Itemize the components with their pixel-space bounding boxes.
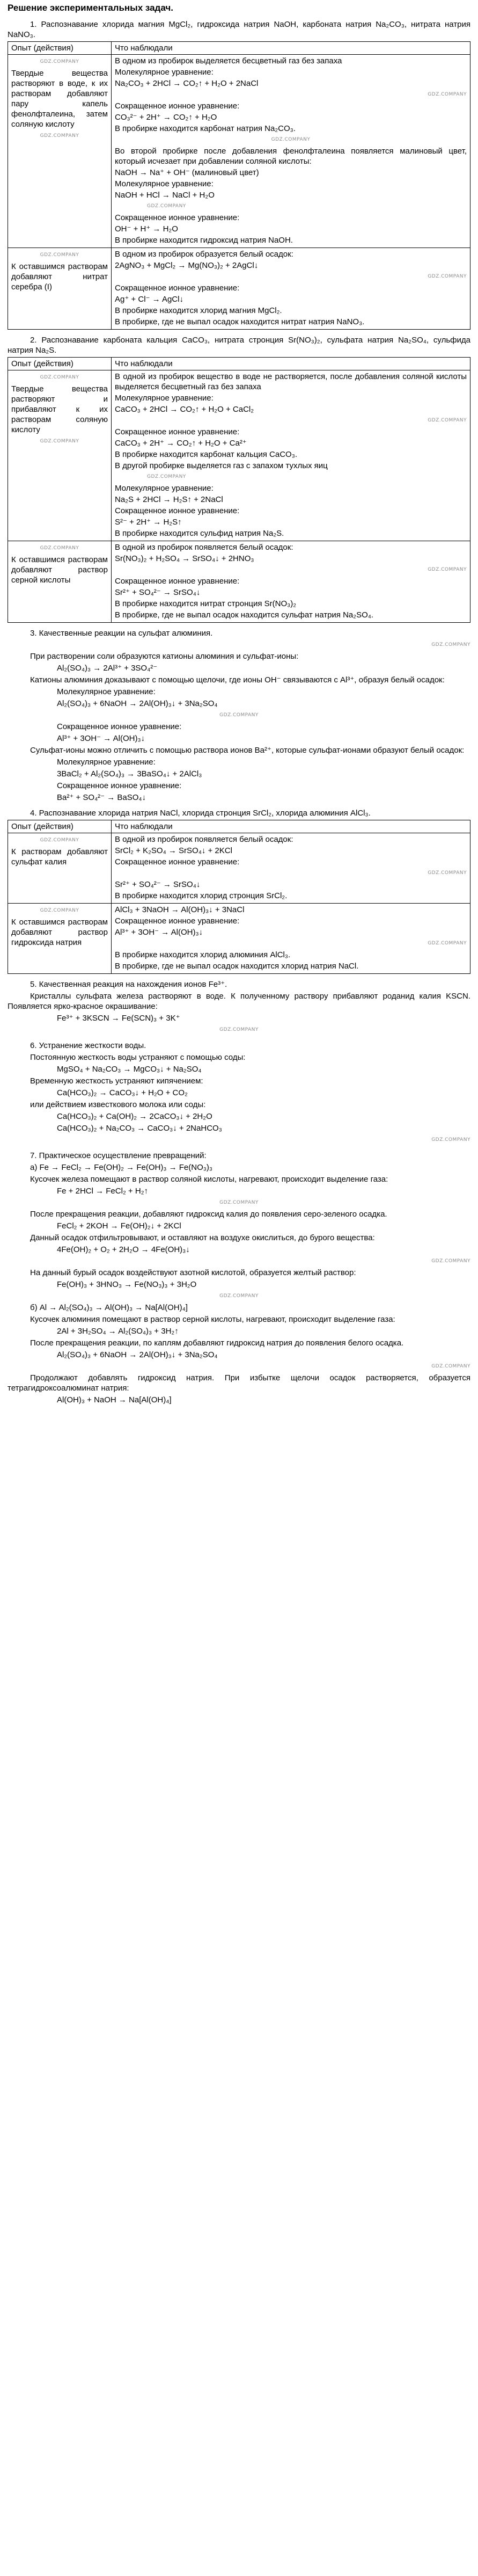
paragraph: После прекращения реакции, по каплям добавляют гидроксид натрия до появления белого осадка. — [30, 1338, 404, 1348]
equation: 4Fe(OH)₂ + O₂ + 2H₂O → 4Fe(OH)₃↓ — [57, 1245, 190, 1254]
watermark-text: GDZ.COMPANY — [219, 712, 259, 718]
watermark-text: GDZ.COMPANY — [431, 642, 470, 647]
equation-caption: Сокращенное ионное уравнение: — [57, 781, 182, 790]
task-6-heading: 6. Устранение жесткости воды. — [30, 1041, 146, 1050]
action-text: К растворам добавляют сульфат калия — [11, 847, 108, 867]
task-1-intro: 1. Распознавание хлорида магния MgCl₂, гидроксида натрия NaOH, карбоната натрия Na₂CO₃, нитрата натрия NaNO₃. — [8, 20, 470, 39]
watermark-text: GDZ.COMPANY — [428, 418, 467, 423]
watermark-text: GDZ.COMPANY — [40, 133, 79, 139]
observation-line: В пробирке находится гидроксид натрия NaOH. — [115, 236, 293, 245]
observation-cell — [112, 904, 470, 974]
subtask-b-heading: б) Al → Al₂(SO₄)₃ → Al(OH)₃ → Na[Al(OH)₄] — [30, 1303, 188, 1312]
task-2-intro: 2. Распознавание карбоната кальция CaCO₃, нитрата стронция Sr(NO₃)₂, сульфата натрия Na₂SO₄, сульфида натрия Na₂S. — [8, 336, 470, 355]
col-header-observation: Что наблюдали — [112, 358, 470, 370]
paragraph: На данный бурый осадок воздействуют азотной кислотой, образуется желтый раствор: — [30, 1268, 356, 1277]
observation-line: Al³⁺ + 3OH⁻ → Al(OH)₃↓ — [115, 928, 203, 937]
observation-line: Сокращенное ионное уравнение: — [115, 506, 240, 515]
col-header-action: Опыт (действия) — [8, 358, 112, 370]
observation-line: Сокращенное ионное уравнение: — [115, 101, 240, 111]
equation: 3BaCl₂ + Al₂(SO₄)₃ → 3BaSO₄↓ + 2AlCl₃ — [57, 769, 202, 778]
observation-line: CaCO₃ + 2HCl → CO₂↑ + H₂O + CaCl₂ — [115, 405, 254, 414]
watermark-text: GDZ.COMPANY — [431, 1258, 470, 1264]
watermark-text: GDZ.COMPANY — [40, 545, 79, 551]
equation: FeCl₂ + 2KOH → Fe(OH)₂↓ + 2KCl — [57, 1221, 181, 1231]
watermark-text: GDZ.COMPANY — [428, 92, 467, 97]
task-1-table — [8, 41, 470, 330]
watermark-text: GDZ.COMPANY — [147, 474, 186, 479]
observation-cell — [112, 55, 470, 248]
observation-line: Sr²⁺ + SO₄²⁻ → SrSO₄↓ — [115, 588, 201, 597]
observation-line: Молекулярное уравнение: — [115, 484, 214, 493]
observation-line: Na₂CO₃ + 2HCl → CO₂↑ + H₂O + 2NaCl — [115, 79, 259, 88]
observation-cell — [112, 833, 470, 904]
paragraph: При растворении соли образуются катионы алюминия и сульфат-ионы: — [30, 652, 299, 661]
observation-line: OH⁻ + H⁺ → H₂O — [115, 224, 178, 234]
observation-line: Сокращенное ионное уравнение: — [115, 577, 240, 586]
equation: Al₂(SO₄)₃ + 6NaOH → 2Al(OH)₃↓ + 3Na₂SO₄ — [57, 1350, 218, 1359]
col-header-action: Опыт (действия) — [8, 820, 112, 833]
observation-line: CO₃²⁻ + 2H⁺ → CO₂↑ + H₂O — [115, 113, 217, 122]
observation-line: В пробирке находится сульфид натрия Na₂S. — [115, 529, 284, 538]
equation: Fe³⁺ + 3KSCN → Fe(SCN)₃ + 3K⁺ — [57, 1014, 180, 1023]
equation: Ca(HCO₃)₂ → CaCO₃↓ + H₂O + CO₂ — [57, 1088, 188, 1097]
watermark-text: GDZ.COMPANY — [219, 1200, 259, 1205]
observation-line: В одной из пробирок появляется белый осадок: — [115, 543, 293, 552]
observation-line: Сокращенное ионное уравнение: — [115, 213, 240, 222]
observation-cell — [112, 541, 470, 623]
observation-line: В пробирке находится карбонат кальция CaCO₃. — [115, 450, 297, 459]
observation-line: Сокращенное ионное уравнение: — [115, 916, 240, 926]
watermark-text: GDZ.COMPANY — [219, 1293, 259, 1299]
equation: Al₂(SO₄)₃ + 6NaOH → 2Al(OH)₃↓ + 3Na₂SO₄ — [57, 699, 218, 708]
watermark-text: GDZ.COMPANY — [219, 1027, 259, 1032]
equation: Al³⁺ + 3OH⁻ → Al(OH)₃↓ — [57, 734, 145, 743]
watermark-text: GDZ.COMPANY — [428, 870, 467, 876]
table-row — [8, 248, 470, 330]
observation-line: Молекулярное уравнение: — [115, 179, 214, 188]
task-2-table — [8, 357, 470, 623]
action-cell — [8, 541, 112, 623]
observation-line: Sr²⁺ + SO₄²⁻ → SrSO₄↓ — [115, 880, 201, 889]
action-text: К оставшимся растворам добавляют нитрат серебра (I) — [11, 262, 108, 292]
equation: Ca(HCO₃)₂ + Ca(OH)₂ → 2CaCO₃↓ + 2H₂O — [57, 1112, 212, 1121]
observation-line: Сокращенное ионное уравнение: — [115, 283, 240, 293]
equation: Ba²⁺ + SO₄²⁻ → BaSO₄↓ — [57, 793, 146, 802]
observation-line: В пробирке находится хлорид магния MgCl₂. — [115, 306, 282, 315]
task-6 — [8, 1040, 470, 1145]
paragraph: Кусочек алюминия помещают в раствор серной кислоты, нагревают, происходит выделение газа: — [30, 1315, 395, 1324]
col-header-observation: Что наблюдали — [112, 820, 470, 833]
observation-line: Na₂S + 2HCl → H₂S↑ + 2NaCl — [115, 495, 223, 504]
paragraph: Временную жесткость устраняют кипячением: — [30, 1076, 203, 1086]
watermark-text: GDZ.COMPANY — [428, 941, 467, 946]
watermark-text: GDZ.COMPANY — [40, 908, 79, 913]
equation: Ca(HCO₃)₂ + Na₂CO₃ → CaCO₃↓ + 2NaHCO₃ — [57, 1124, 222, 1133]
observation-line: Сокращенное ионное уравнение: — [115, 427, 240, 436]
observation-line: 2AgNO₃ + MgCl₂ → Mg(NO₃)₂ + 2AgCl↓ — [115, 261, 259, 270]
equation: Fe + 2HCl → FeCl₂ + H₂↑ — [57, 1187, 149, 1196]
table-header-row — [8, 358, 470, 370]
observation-line: Во второй пробирке после добавления фенолфталеина появляется малиновый цвет, который исчезает при добавлении соляной кислоты: — [115, 147, 467, 166]
observation-line: В одном из пробирок выделяется бесцветный газ без запаха — [115, 56, 342, 66]
task-3-heading: 3. Качественные реакции на сульфат алюминия. — [30, 629, 213, 638]
paragraph: Катионы алюминия доказывают с помощью щелочи, где ионы OH⁻ связываются с Al³⁺, образуя белый осадок: — [30, 675, 445, 685]
task-2 — [8, 335, 470, 623]
observation-line: Sr(NO₃)₂ + H₂SO₄ → SrSO₄↓ + 2HNO₃ — [115, 554, 254, 563]
task-1 — [8, 19, 470, 330]
equation: MgSO₄ + Na₂CO₃ → MgCO₃↓ + Na₂SO₄ — [57, 1065, 202, 1074]
observation-line: В пробирке, где не выпал осадок находится нитрат натрия NaNO₃. — [115, 317, 365, 326]
observation-line: В другой пробирке выделяется газ с запахом тухлых яиц — [115, 461, 328, 470]
observation-line: Молекулярное уравнение: — [115, 394, 214, 403]
paragraph: или действием известкового молока или соды: — [30, 1100, 206, 1109]
paragraph: Кристаллы сульфата железа растворяют в воде. К полученному раствору прибавляют роданид калия KSCN. Появляется ярко-красное окрашивание: — [8, 992, 470, 1011]
watermark-text: GDZ.COMPANY — [428, 567, 467, 572]
action-text: К оставшимся растворам добавляют раствор серной кислоты — [11, 555, 108, 585]
paragraph: Постоянную жесткость воды устраняют с помощью соды: — [30, 1053, 246, 1062]
task-4-table — [8, 820, 470, 974]
equation-caption: Сокращенное ионное уравнение: — [57, 722, 182, 731]
observation-line: В пробирке находится хлорид стронция SrCl₂. — [115, 891, 288, 900]
watermark-text: GDZ.COMPANY — [40, 838, 79, 843]
col-header-observation: Что наблюдали — [112, 42, 470, 55]
paragraph: После прекращения реакции, добавляют гидроксид калия до появления серо-зеленого осадка. — [30, 1210, 387, 1219]
subtask-a-heading: а) Fe → FeCl₂ → Fe(OH)₂ → Fe(OH)₃ → Fe(NO₃)₃ — [30, 1163, 212, 1172]
task-7 — [8, 1151, 470, 1405]
task-4-intro: 4. Распознавание хлорида натрия NaCl, хлорида стронция SrCl₂, хлорида алюминия AlCl₃. — [30, 809, 371, 818]
action-cell — [8, 55, 112, 248]
observation-line: В пробирке, где не выпал осадок находится сульфат натрия Na₂SO₄. — [115, 610, 374, 620]
table-row — [8, 370, 470, 541]
page-title: Решение экспериментальных задач. — [8, 3, 173, 13]
table-row — [8, 904, 470, 974]
observation-line: AlCl₃ + 3NaOH → Al(OH)₃↓ + 3NaCl — [115, 905, 245, 914]
watermark-text: GDZ.COMPANY — [271, 137, 311, 142]
observation-line: В пробирке находится хлорид алюминия AlCl₃. — [115, 950, 291, 959]
task-5-heading: 5. Качественная реакция на нахождения ионов Fe³⁺. — [30, 980, 227, 989]
equation-caption: Молекулярное уравнение: — [57, 758, 156, 767]
table-header-row — [8, 42, 470, 55]
observation-line: В одном из пробирок образуется белый осадок: — [115, 250, 293, 259]
equation-caption: Молекулярное уравнение: — [57, 687, 156, 696]
observation-line: S²⁻ + 2H⁺ → H₂S↑ — [115, 518, 182, 527]
watermark-text: GDZ.COMPANY — [40, 252, 79, 258]
watermark-text: GDZ.COMPANY — [40, 439, 79, 444]
paragraph: Данный осадок отфильтровывают, и оставляют на воздухе окислиться, до бурого вещества: — [30, 1233, 375, 1242]
watermark-text: GDZ.COMPANY — [428, 274, 467, 279]
table-header-row — [8, 820, 470, 833]
observation-line: Сокращенное ионное уравнение: — [115, 857, 240, 867]
action-cell — [8, 833, 112, 904]
observation-line: В пробирке находится карбонат натрия Na₂CO₃. — [115, 124, 296, 133]
observation-line: В пробирке находится нитрат стронция Sr(NO₃)₂ — [115, 599, 297, 608]
equation: Al(OH)₃ + NaOH → Na[Al(OH)₄] — [57, 1395, 172, 1405]
action-cell — [8, 370, 112, 541]
task-5 — [8, 979, 470, 1035]
table-row — [8, 541, 470, 623]
task-3 — [8, 628, 470, 803]
col-header-action: Опыт (действия) — [8, 42, 112, 55]
observation-line: В пробирке, где не выпал осадок находится хлорид натрия NaCl. — [115, 962, 359, 971]
equation: Al₂(SO₄)₃ → 2Al³⁺ + 3SO₄²⁻ — [57, 664, 158, 673]
observation-cell — [112, 370, 470, 541]
action-text: К оставшимся растворам добавляют раствор гидроксида натрия — [11, 918, 108, 947]
paragraph: Кусочек железа помещают в раствор соляной кислоты, нагревают, происходит выделение газа: — [30, 1175, 388, 1184]
watermark-text: GDZ.COMPANY — [40, 59, 79, 64]
action-cell — [8, 248, 112, 330]
observation-line: CaCO₃ + 2H⁺ → CO₂↑ + H₂O + Ca²⁺ — [115, 439, 247, 448]
equation: 2Al + 3H₂SO₄ → Al₂(SO₄)₃ + 3H₂↑ — [57, 1327, 179, 1336]
table-row — [8, 55, 470, 248]
table-row — [8, 833, 470, 904]
observation-line: В одной из пробирок вещество в воде не растворяется, после добавления соляной кислоты выделяется бесцветный газ без запаха — [115, 372, 467, 391]
observation-line: Молекулярное уравнение: — [115, 68, 214, 77]
observation-cell — [112, 248, 470, 330]
task-4 — [8, 808, 470, 974]
observation-line: SrCl₂ + K₂SO₄ → SrSO₄↓ + 2KCl — [115, 846, 232, 855]
task-7-heading: 7. Практическое осуществление превращений: — [30, 1151, 207, 1160]
watermark-text: GDZ.COMPANY — [431, 1137, 470, 1143]
action-cell — [8, 904, 112, 974]
action-text: Твердые вещества растворяют в воде, к их растворам добавляют пару капель фенолфталеина, затем соляную кислоту — [11, 69, 108, 129]
paragraph: Сульфат-ионы можно отличить с помощью раствора ионов Ba²⁺, которые сульфат-ионами образуют белый осадок: — [30, 746, 465, 755]
equation: Fe(OH)₃ + 3HNO₃ → Fe(NO₃)₃ + 3H₂O — [57, 1280, 197, 1289]
watermark-text: GDZ.COMPANY — [147, 203, 186, 209]
observation-line: NaOH → Na⁺ + OH⁻ (малиновый цвет) — [115, 168, 259, 177]
observation-line: В одной из пробирок появляется белый осадок: — [115, 835, 293, 844]
watermark-text: GDZ.COMPANY — [431, 1364, 470, 1369]
observation-line: NaOH + HCl → NaCl + H₂O — [115, 191, 215, 200]
paragraph: Продолжают добавлять гидроксид натрия. При избытке щелочи осадок растворяется, образуется тетрагидроксоалюминат натрия: — [8, 1373, 470, 1393]
action-text: Твердые вещества растворяют и прибавляют к их растворам соляную кислоту — [11, 384, 108, 434]
watermark-text: GDZ.COMPANY — [40, 375, 79, 380]
observation-line: Ag⁺ + Cl⁻ → AgCl↓ — [115, 295, 183, 304]
